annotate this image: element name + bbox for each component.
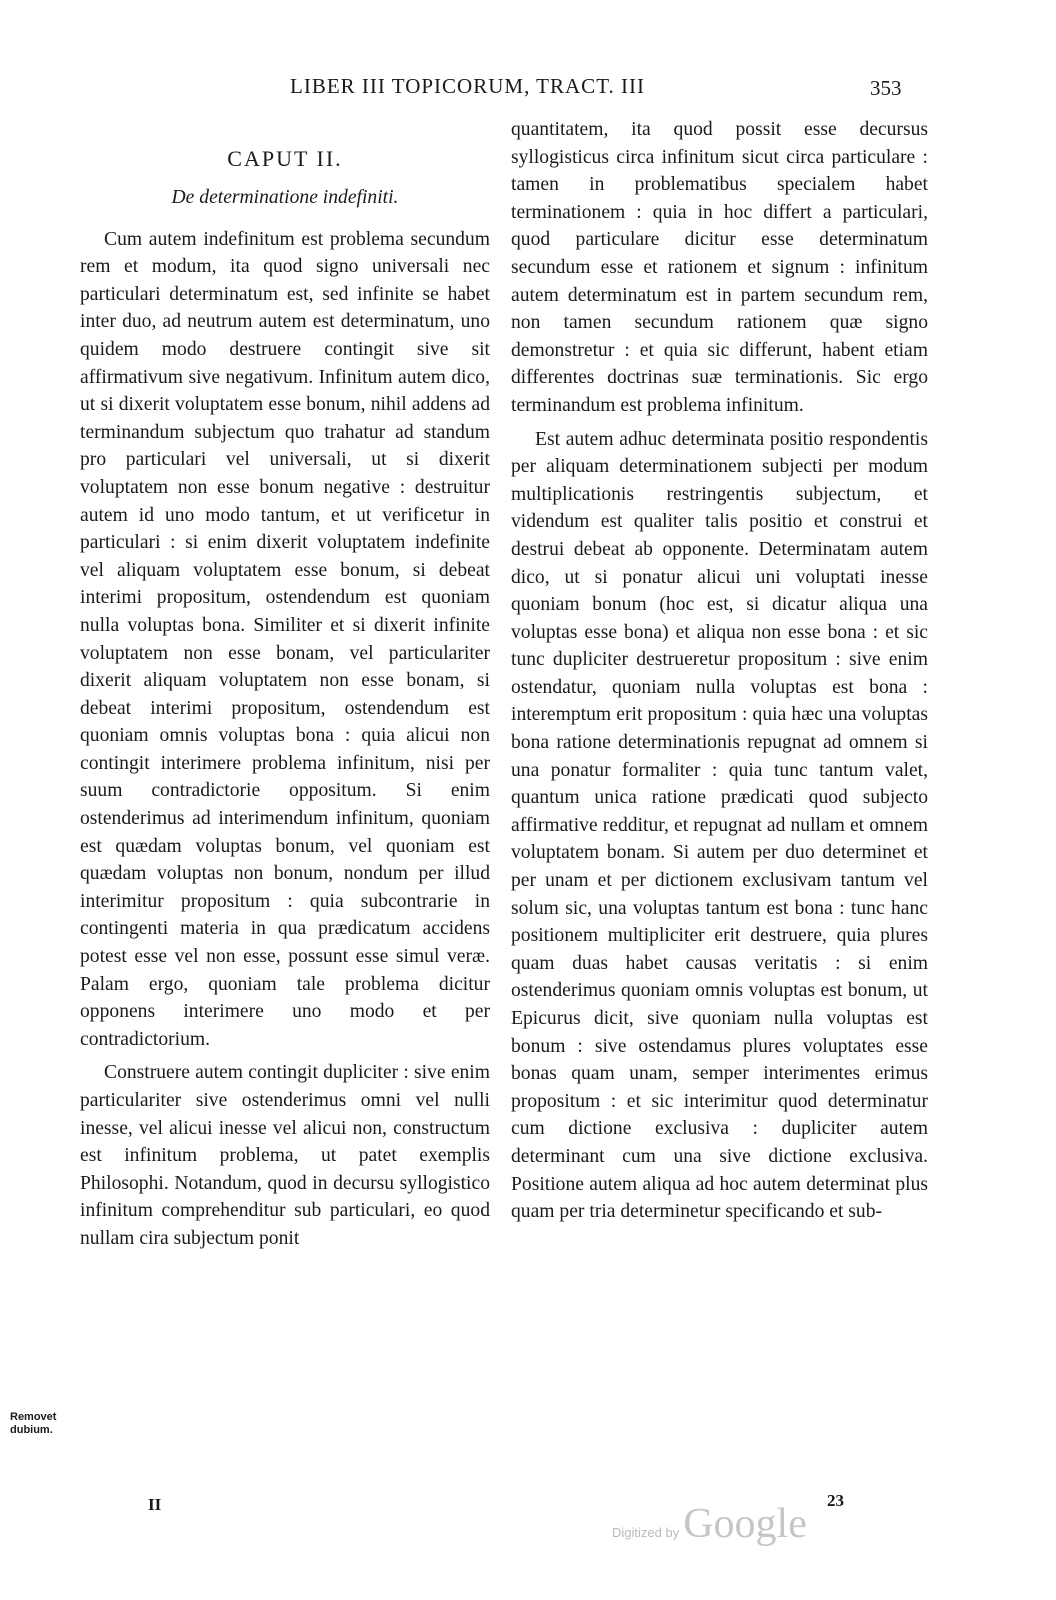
margin-note: [10, 1411, 56, 1437]
paragraph: quantitatem, ita quod possit esse decursus syllogisticus circa infinitum sicut circa particulare : tamen in problematibus specialem habet terminationem : quia in hoc differt a particulari, quod particulare dicitur esse determinatum secundum esse et rationem et signum : infinitum autem determinatum est in partem secundum rem, non tamen secundum rationem quæ signo demonstretur : et quia sic differunt, habent etiam differentes doctrinas suæ terminationis. Sic ergo terminandum est problema infinitum.: [511, 119, 928, 416]
signature-mark-left: II: [148, 1495, 162, 1514]
page-number: 353: [870, 76, 902, 100]
margin-note-line: dubium.: [10, 1424, 53, 1436]
paragraph: Construere autem contingit dupliciter : sive enim particulariter sive ostenderimus omni vel nulli inesse, vel alicui inesse vel alicui non, constructum est infinitum problema, ut patet exemplis Philosophi. Notandum, quod in decursu syllogistico infinitum comprehenditur sub particulari, eo quod nullam cira subjectum ponit: [80, 1062, 490, 1249]
paragraph: Cum autem indefinitum est problema secundum rem et modum, ita quod signo universali nec particulari determinatum est, sed infinite se habet inter duo, ad neutrum autem est determinatum, uno quidem modo destruere contingit sive sit affirmativum sive negativum. Infinitum autem dico, ut si dixerit voluptatem esse bonum, nihil addens ad terminandum subjectum quo trahatur ad standum pro particulari vel universali, ut si dixerit voluptatem non esse bonum negative : destruitur autem id uno modo tantum, et ut verificetur in particulari : si enim dixerit voluptatem indefinite vel aliquam voluptatem esse bonum, si debeat interimi propositum, ostendendum est quoniam nulla voluptas bona. Similiter et si dixerit infinite voluptatem non esse bonam, vel particulariter dixerit aliquam voluptatem non esse bonam, si debeat interimi propositum, ostendendum est quoniam omnis voluptas bona : quia alicui non contingit interimere problema infinitum, nisi per suum contradictorie oppositum. Si enim ostenderimus ad interimendum infinitum, quoniam est quædam voluptas bonum, vel quoniam est quædam voluptas non bonum, nondum per illud interimitur propositum : quia subcontrarie in contingenti materia in qua prædicatum accidens potest esse vel non esse, possunt esse simul veræ. Palam ergo, quoniam tale problema dicitur opponens interimere uno modo et per contradictorium.: [80, 228, 490, 1050]
left-column: [80, 144, 490, 1253]
signature-mark-right: 23: [827, 1491, 844, 1510]
running-head: LIBER III TOPICORUM, TRACT. III: [290, 74, 645, 98]
watermark-text: Digitized by: [612, 1525, 680, 1540]
chapter-subtitle: De determinatione indefiniti.: [171, 187, 399, 208]
paragraph: Est autem adhuc determinata positio respondentis per aliquam determinationem subjecti per modum multiplicationis restringentis subjectum, et videndum est qualiter talis positio et construi et destrui debeat ab opponente. Determinatam autem dico, ut si ponatur alicui uni voluptati inesse quoniam bonum (hoc est, si dicatur aliqua una voluptas esse bona) et aliqua non esse bona : et sic tunc dupliciter destrueretur propositum : sive enim ostendatur, quoniam nulla voluptas est bona : interemptum erit propositum : quia hæc una voluptas bona ratione determinationis repugnat ad omnem si una ponatur formaliter : quia tunc tantum valet, quantum unica ratione prædicati quod subjecto affirmative redditur, et repugnat ad nullam et omnem voluptatem bonam. Si autem per duo determinet et per unam et per dictionem exclusivam tantum vel solum sic, una voluptas tantum est bona : tunc hanc positionem multipliciter erit destruere, quia plures quam duas habet causas veritatis : si enim ostenderimus quoniam omnis voluptas est bonum, ut Epicurus dicit, sive quoniam nulla voluptas est bonum : sive ostendamus plures voluptates esse bonas quam unam, semper interimentes erimus propositum : et sic interimitur quod determinatur cum dictione exclusiva : dupliciter autem determinant cum una sive dictione exclusiva. Positione autem aliqua ad hoc autem determinat plus quam per tria determinetur specificando et sub-: [511, 428, 928, 1223]
right-column: [511, 116, 928, 1226]
digitization-watermark: [612, 1500, 807, 1548]
google-logo: Google: [683, 1501, 807, 1547]
chapter-heading: CAPUT II.: [227, 146, 343, 171]
margin-note-line: Removet: [10, 1411, 57, 1423]
